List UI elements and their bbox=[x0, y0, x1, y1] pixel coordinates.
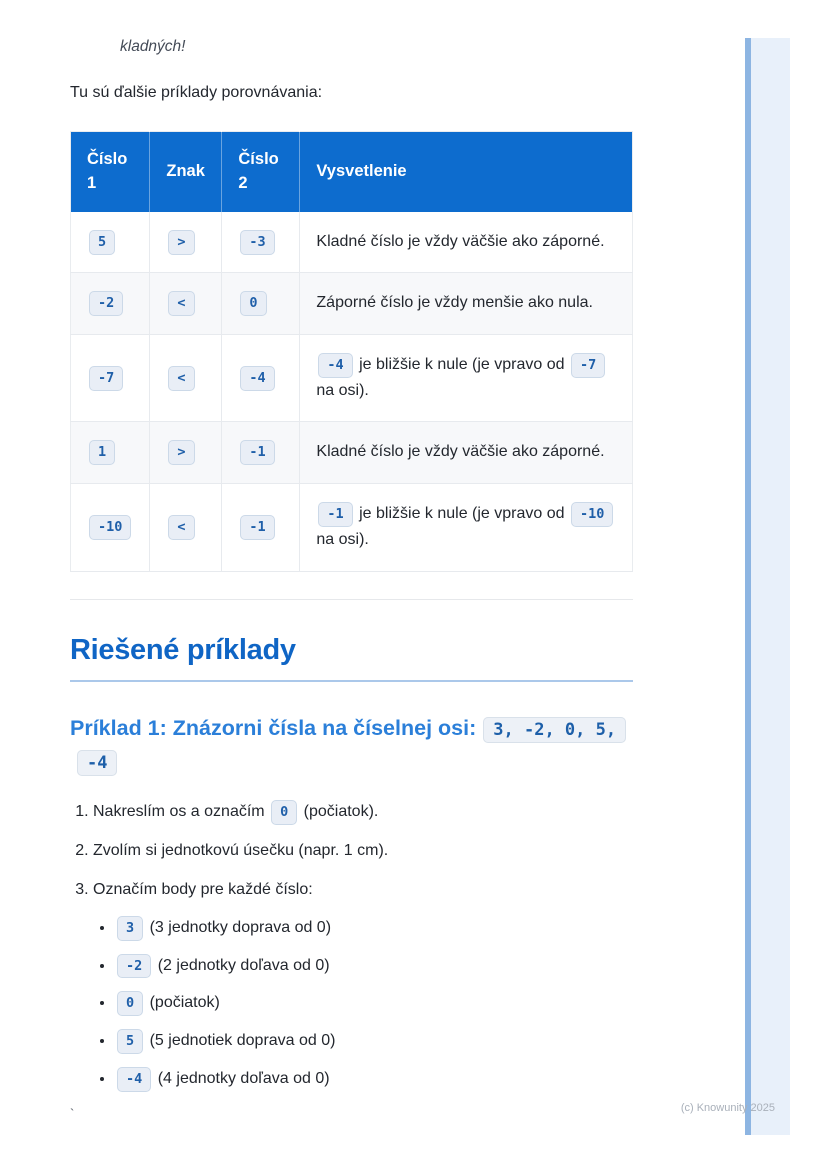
cell-number-2 bbox=[222, 334, 300, 422]
intro-text: Tu sú ďalšie príklady porovnávania: bbox=[70, 84, 323, 101]
table-header-row bbox=[71, 132, 633, 212]
cell-explanation: -1 je bližšie k nule (je vpravo od -10 na osi). bbox=[300, 483, 633, 571]
bullet-list bbox=[93, 916, 633, 1092]
scrollbar-track[interactable] bbox=[745, 38, 790, 1135]
table-row bbox=[71, 273, 633, 334]
comparison-table bbox=[70, 131, 633, 572]
copyright-text: (c) Knowunity 2025 bbox=[680, 1102, 775, 1114]
cell-sign bbox=[150, 422, 222, 483]
section-divider bbox=[70, 599, 633, 600]
document-page bbox=[70, 0, 633, 1121]
table-row bbox=[71, 334, 633, 422]
bullet-item: • 0 (počiatok) bbox=[115, 991, 633, 1016]
inline-code-badge: -3 bbox=[240, 230, 274, 255]
bullet-item: • 3 (3 jednotky doprava od 0) bbox=[115, 916, 633, 941]
cell-number-1 bbox=[71, 483, 150, 571]
inline-code-badge: -10 bbox=[89, 515, 131, 540]
intro-note: kladných! bbox=[120, 38, 186, 55]
inline-code-badge: -7 bbox=[89, 366, 123, 391]
bullet-item: • -2 (2 jednotky doľava od 0) bbox=[115, 954, 633, 979]
inline-code-badge: -1 bbox=[240, 440, 274, 465]
scrollbar-thumb-line[interactable] bbox=[745, 38, 751, 1135]
cell-sign bbox=[150, 273, 222, 334]
inline-code-badge: -1 bbox=[240, 515, 274, 540]
inline-code-badge: < bbox=[168, 515, 194, 540]
cell-number-1 bbox=[71, 334, 150, 422]
cell-number-1 bbox=[71, 212, 150, 273]
inline-code-badge: 5 bbox=[89, 230, 115, 255]
section-title: Riešené príklady bbox=[70, 634, 633, 682]
example-title-text: Príklad 1: Znázorni čísla na číselnej osi: bbox=[70, 715, 477, 740]
column-header: Číslo 1 bbox=[71, 132, 150, 212]
cell-explanation: -4 je bližšie k nule (je vpravo od -7 na osi). bbox=[300, 334, 633, 422]
cell-number-2 bbox=[222, 483, 300, 571]
inline-code-badge: -4 bbox=[117, 1067, 151, 1092]
inline-code-badge: 3 bbox=[117, 916, 143, 941]
step-item: 1. Nakreslím os a označím 0 (počiatok). bbox=[93, 800, 633, 825]
inline-code-badge: < bbox=[168, 366, 194, 391]
inline-code-badge: 1 bbox=[89, 440, 115, 465]
column-header: Vysvetlenie bbox=[300, 132, 633, 212]
cell-explanation: Kladné číslo je vždy väčšie ako záporné. bbox=[316, 443, 605, 461]
steps-list bbox=[70, 800, 633, 1092]
inline-code-badge: > bbox=[168, 440, 194, 465]
inline-code-badge: -2 bbox=[117, 954, 151, 979]
step-item: 2. Zvolím si jednotkovú úsečku (napr. 1 cm). bbox=[93, 839, 633, 864]
inline-code-badge: -4 bbox=[240, 366, 274, 391]
cell-number-2 bbox=[222, 273, 300, 334]
cell-sign bbox=[150, 212, 222, 273]
step-item: 3. Označím body pre každé číslo: • 3 (3 jednotky doprava od 0) • -2 (2 jednotky doľava od 0) • 0 (počiatok) • 5 (5 jednotiek doprava od 0) • -4 (4 jednotky doľava od 0) bbox=[93, 878, 633, 1092]
cell-number-2 bbox=[222, 212, 300, 273]
bullet-item: • 5 (5 jednotiek doprava od 0) bbox=[115, 1029, 633, 1054]
inline-code-badge: -10 bbox=[571, 502, 613, 527]
cell-sign bbox=[150, 334, 222, 422]
inline-code-badge: > bbox=[168, 230, 194, 255]
example-numbers-code: 3, -2, 0, 5, -4 bbox=[77, 717, 626, 776]
inline-code-badge: -4 bbox=[318, 353, 352, 378]
inline-code-badge: -2 bbox=[89, 291, 123, 316]
column-header: Číslo 2 bbox=[222, 132, 300, 212]
cell-explanation: Kladné číslo je vždy väčšie ako záporné. bbox=[316, 232, 605, 250]
table-row bbox=[71, 212, 633, 273]
inline-code-badge: 0 bbox=[271, 800, 297, 825]
cell-number-2 bbox=[222, 422, 300, 483]
column-header: Znak bbox=[150, 132, 222, 212]
bullet-item: • -4 (4 jednotky doľava od 0) bbox=[115, 1067, 633, 1092]
cell-number-1 bbox=[71, 273, 150, 334]
example-title bbox=[70, 712, 633, 779]
table-row bbox=[71, 422, 633, 483]
cell-explanation: Záporné číslo je vždy menšie ako nula. bbox=[316, 294, 593, 312]
trailing-backtick: ` bbox=[70, 1106, 75, 1122]
inline-code-badge: -1 bbox=[318, 502, 352, 527]
inline-code-badge: -7 bbox=[571, 353, 605, 378]
inline-code-badge: 0 bbox=[240, 291, 266, 316]
inline-code-badge: 5 bbox=[117, 1029, 143, 1054]
cell-number-1 bbox=[71, 422, 150, 483]
table-row bbox=[71, 483, 633, 571]
cell-sign bbox=[150, 483, 222, 571]
inline-code-badge: 0 bbox=[117, 991, 143, 1016]
inline-code-badge: < bbox=[168, 291, 194, 316]
table-body bbox=[71, 212, 633, 571]
